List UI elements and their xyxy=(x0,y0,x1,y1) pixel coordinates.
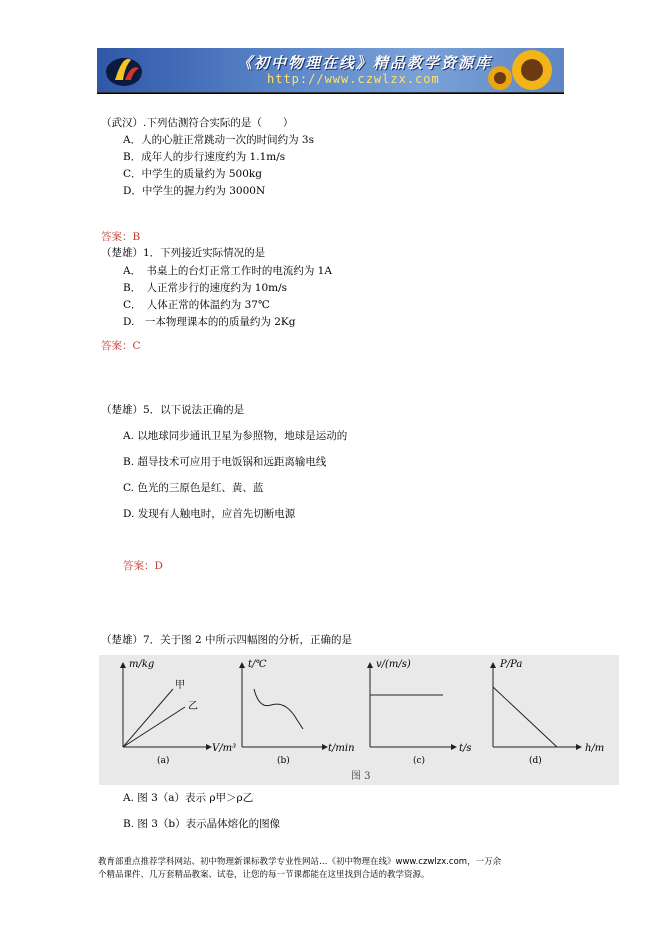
graph-b-tag: (b) xyxy=(277,756,290,766)
q1-option-d: D．中学生的握力约为 3000N xyxy=(123,185,266,197)
q4-stem: （楚雄）7．关于图 2 中所示四幅图的分析，正确的是 xyxy=(101,634,353,646)
graph-b-ylabel: t/℃ xyxy=(248,659,267,670)
graph-d-tag: (d) xyxy=(529,756,542,766)
graph-b xyxy=(242,659,355,766)
banner-title: 《初中物理在线》精品教学资源库 xyxy=(237,54,493,72)
q2-option-a: A． 书桌上的台灯正常工作时的电流约为 1A xyxy=(123,265,332,277)
graph-c-ylabel: v/(m/s) xyxy=(376,659,411,670)
q2-answer: 答案：C xyxy=(101,340,141,352)
graph-b-curve xyxy=(254,689,303,729)
site-logo-icon xyxy=(101,50,147,90)
graph-a-line1-label: 甲 xyxy=(175,680,185,691)
graph-c xyxy=(370,659,472,766)
page-footer xyxy=(98,856,568,882)
q1-option-b: B．成年人的步行速度约为 1.1m/s xyxy=(123,151,286,163)
sunflower-icon xyxy=(480,48,560,92)
graph-c-tag: (c) xyxy=(413,756,426,766)
graph-d-xlabel: h/m xyxy=(585,743,605,754)
q3-stem: （楚雄）5．以下说法正确的是 xyxy=(101,404,245,416)
q1-option-c: C．中学生的质量约为 500kg xyxy=(123,168,262,180)
graph-a-xlabel: V/m³ xyxy=(212,743,237,754)
q2-stem: （楚雄）1．下列接近实际情况的是 xyxy=(101,247,266,259)
q2-option-d: D. 一本物理课本的的质量约为 2Kg xyxy=(123,316,296,328)
banner-url[interactable]: http://www.czwlzx.com xyxy=(267,72,440,86)
footer-line-2: 个精品课件、几万套精品教案、试卷，让您的每一节课都能在这里找到合适的教学资源。 xyxy=(98,870,430,880)
q3-option-a: A. 以地球同步通讯卫星为参照物，地球是运动的 xyxy=(123,430,348,442)
q3-answer: 答案：D xyxy=(123,560,163,572)
graph-a-line2-label: 乙 xyxy=(188,701,198,712)
graph-d-line xyxy=(493,687,557,747)
line-jia xyxy=(123,689,173,747)
graph-d xyxy=(493,659,604,766)
q4-option-b: B. 图 3（b）表示晶体熔化的图像 xyxy=(123,818,281,830)
footer-line-1: 教育部重点推荐学科网站、初中物理新课标教学专业性网站…《初中物理在线》www.czwlzx.com，一万余 xyxy=(98,857,502,867)
graph-d-ylabel: P/Pa xyxy=(500,659,523,670)
q2-option-c: C． 人体正常的体温约为 37℃ xyxy=(123,299,270,311)
graph-b-xlabel: t/min xyxy=(328,743,355,754)
q1-answer: 答案：B xyxy=(101,231,141,243)
line-yi xyxy=(123,707,185,747)
q1-stem: （武汉）.下列估测符合实际的是（ ） xyxy=(101,117,294,129)
graph-a xyxy=(123,659,236,766)
figure-caption: 图 3 xyxy=(351,771,371,782)
graph-a-ylabel: m/kg xyxy=(129,659,155,670)
header-rule xyxy=(97,93,564,94)
graph-c-xlabel: t/s xyxy=(459,743,472,754)
q4-option-a: A. 图 3（a）表示 ρ甲＞ρ乙 xyxy=(123,792,254,804)
q3-option-c: C. 色光的三原色是红、黄、蓝 xyxy=(123,482,264,494)
figure-3 xyxy=(99,655,619,785)
q1-option-a: A．人的心脏正常跳动一次的时间约为 3s xyxy=(123,134,314,146)
q3-option-d: D. 发现有人触电时，应首先切断电源 xyxy=(123,508,296,520)
q2-option-b: B． 人正常步行的速度约为 10m/s xyxy=(123,282,288,294)
graph-a-tag: (a) xyxy=(157,756,170,766)
q3-option-b: B. 超导技术可应用于电饭锅和远距离输电线 xyxy=(123,456,327,468)
site-banner xyxy=(97,48,564,93)
